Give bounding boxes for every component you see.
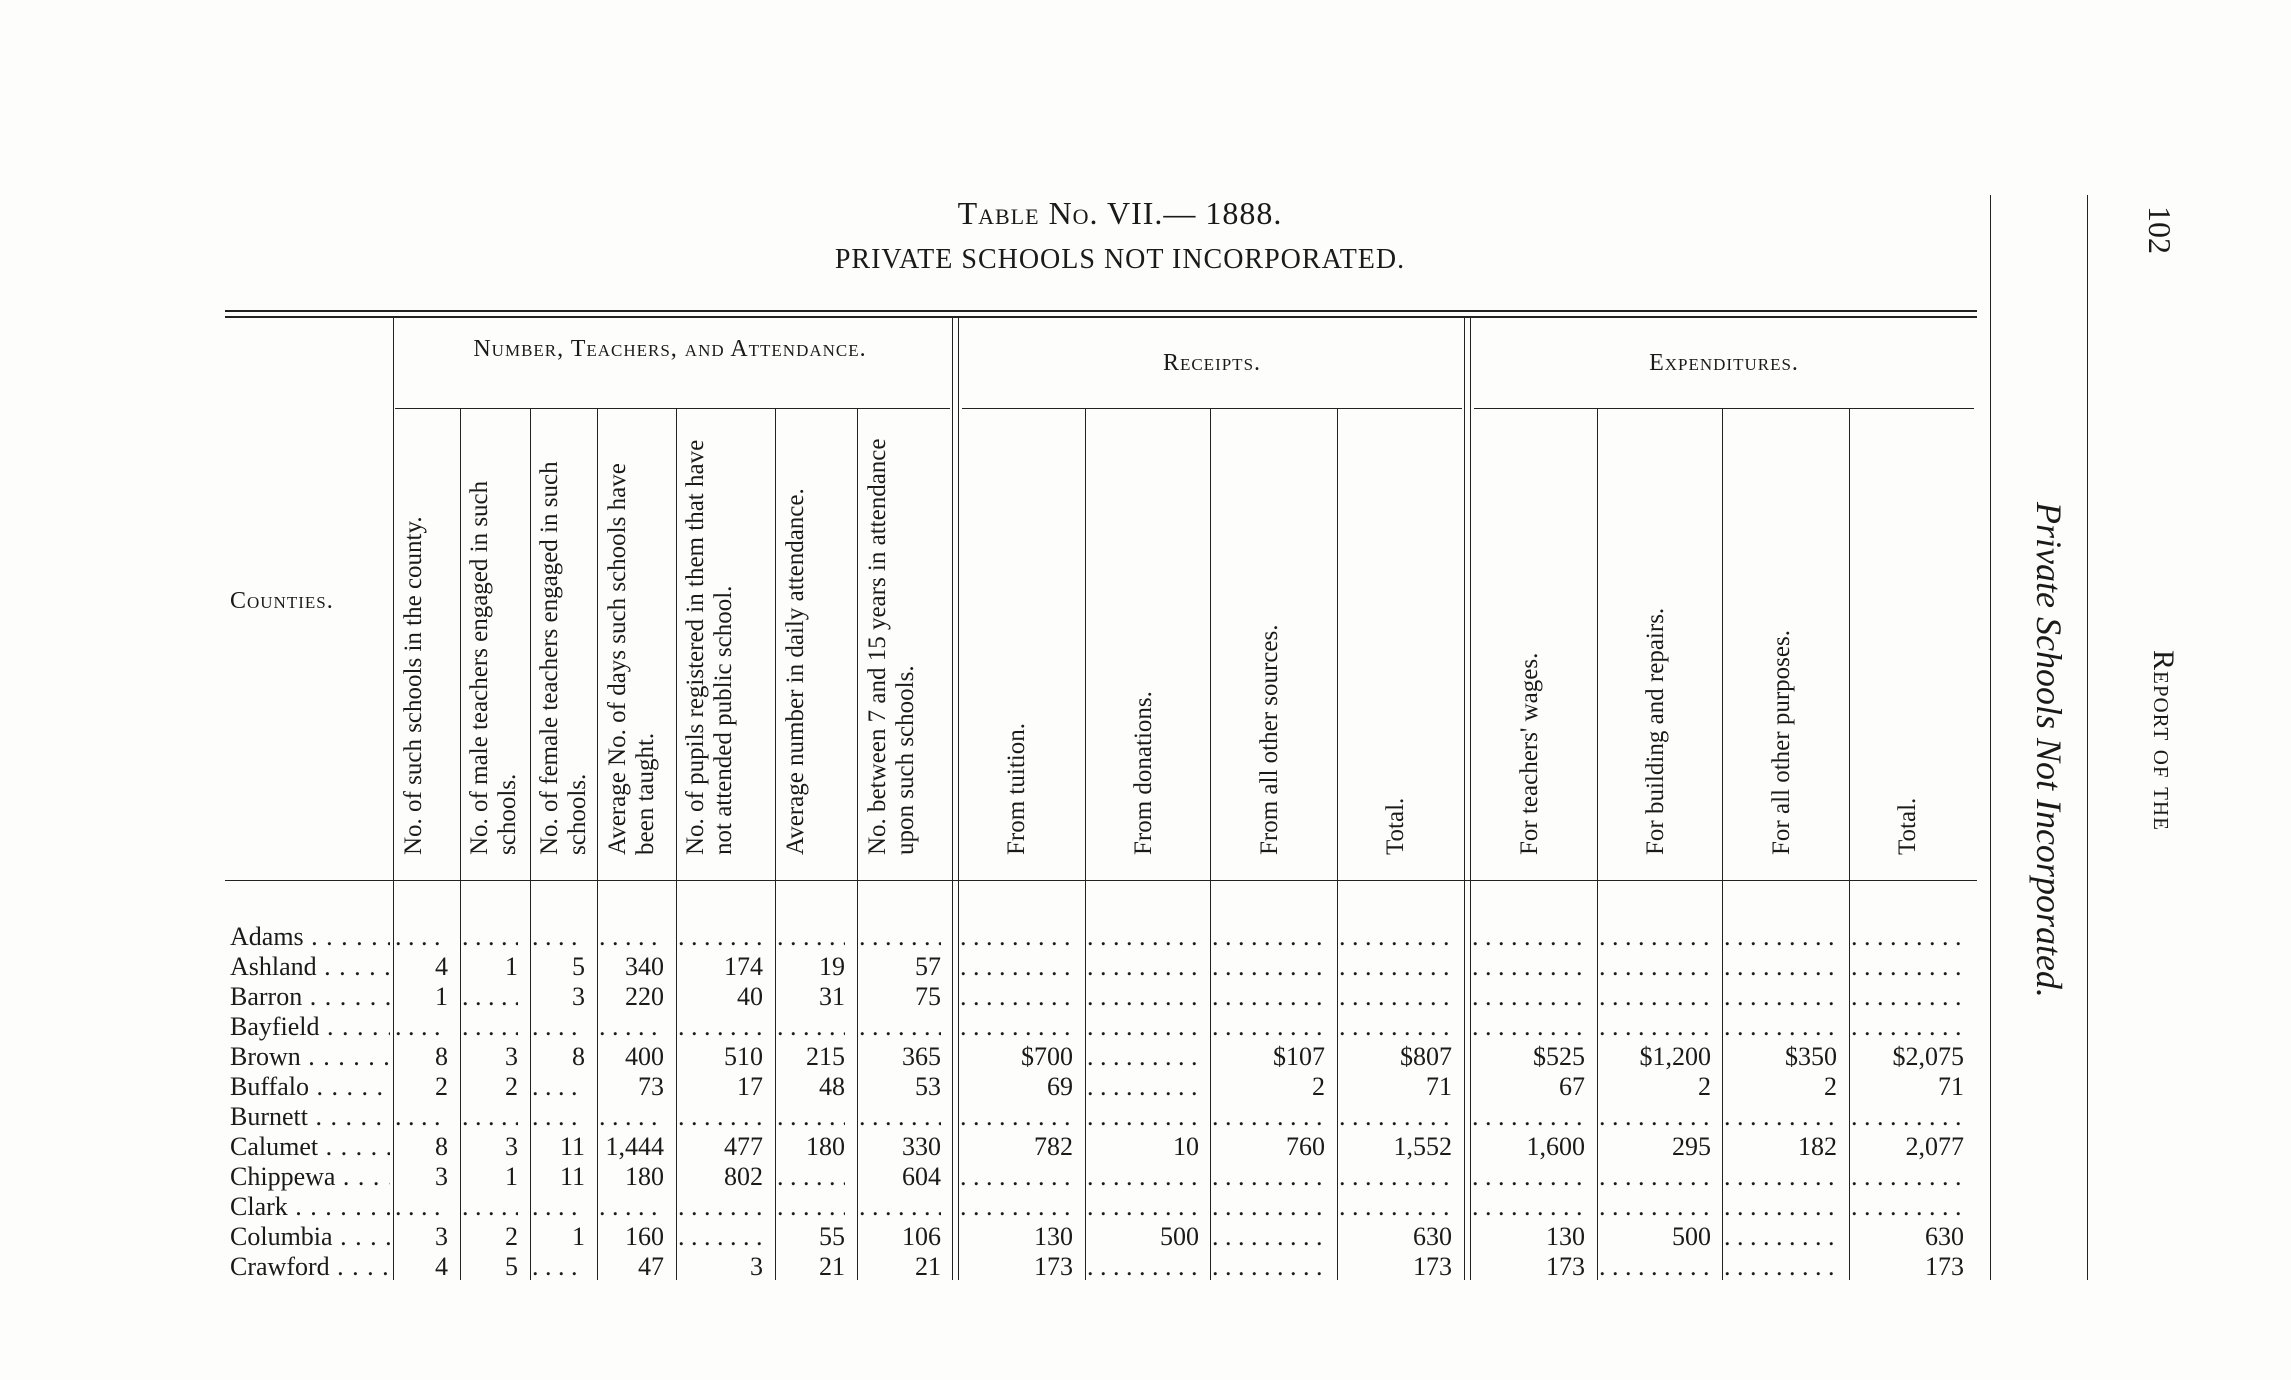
table-cell: 173 [1925,1252,1964,1281]
table-cell [1212,1192,1325,1222]
county-name: Clark . . . [230,1192,390,1222]
table-cell: $107 [1273,1042,1325,1071]
table-cell [532,922,585,952]
table-cell: 106 [902,1222,941,1251]
table-cell: $1,200 [1639,1042,1711,1071]
table-cell: 3 [505,1042,518,1071]
group-rule-attendance [395,408,950,409]
table-cell: 1,444 [605,1132,664,1161]
table-cell: 10 [1173,1132,1199,1161]
table-cell [777,1102,845,1132]
table-cell: 1 [435,982,448,1011]
column-header-female-teachers: No. of female teachers engaged in such schools. [536,461,591,855]
column-header-building-repairs: For building and repairs. [1642,607,1669,855]
table-cell: 802 [724,1162,763,1191]
table-cell: 57 [915,952,941,981]
table-cell: 630 [1925,1222,1964,1251]
table-row [0,1072,2000,1102]
county-name: Calumet . . . [230,1132,390,1162]
group-rule-receipts [962,408,1462,409]
column-header-schools: No. of such schools in the county. [400,516,427,855]
table-cell [1724,1222,1837,1252]
table-cell [532,1012,585,1042]
column-header-receipts-total: Total. [1382,797,1409,855]
table-cell [1087,1162,1199,1192]
table-cell [1724,1012,1837,1042]
table-cell [960,1162,1073,1192]
table-cell [1599,1102,1711,1132]
table-cell [777,922,845,952]
table-cell: 2 [505,1222,518,1251]
table-cell [1472,982,1585,1012]
table-cell: 295 [1672,1132,1711,1161]
county-name: Ashland . . . [230,952,390,982]
table-cell: 3 [435,1162,448,1191]
table-cell [1599,952,1711,982]
table-cell: 5 [572,952,585,981]
table-cell [1339,1192,1452,1222]
table-title-main: VII.— 1888. [1106,195,1283,231]
table-cell [960,952,1073,982]
column-header-avg-attendance: Average number in daily attendance. [782,488,809,855]
table-cell: 500 [1160,1222,1199,1251]
table-cell [599,1012,664,1042]
table-cell [395,1012,448,1042]
page-edge-rule [2087,195,2088,1280]
table-cell [1724,982,1837,1012]
table-row [0,1162,2000,1192]
table-cell [1212,982,1325,1012]
table-row [0,1192,2000,1222]
table-cell: 130 [1034,1222,1073,1251]
table-cell [1212,1162,1325,1192]
table-cell: $525 [1533,1042,1585,1071]
table-cell [960,982,1073,1012]
table-cell: 782 [1034,1132,1073,1161]
table-cell: 4 [435,952,448,981]
table-row [0,1222,2000,1252]
table-cell: 69 [1047,1072,1073,1101]
table-cell [1851,1102,1964,1132]
table-cell: 2 [505,1072,518,1101]
table-cell: 173 [1413,1252,1452,1281]
table-cell: 1 [505,952,518,981]
table-cell [395,1102,448,1132]
table-cell [1087,982,1199,1012]
table-cell: 3 [435,1222,448,1251]
table-cell: 400 [625,1042,664,1071]
table-cell: 604 [902,1162,941,1191]
table-cell [1599,1012,1711,1042]
table-cell: 174 [724,952,763,981]
table-cell [1339,952,1452,982]
table-cell [462,1102,518,1132]
table-cell: 11 [559,1162,585,1191]
table-cell [960,922,1073,952]
top-rule [225,310,1977,312]
table-cell: 31 [819,982,845,1011]
table-cell: 1 [572,1222,585,1251]
table-cell [1472,922,1585,952]
table-row [0,1252,2000,1282]
table-cell [1599,982,1711,1012]
table-cell [1212,952,1325,982]
table-cell [1212,1252,1325,1282]
table-cell: 630 [1413,1222,1452,1251]
county-name: Brown . . . [230,1042,390,1072]
table-cell: 3 [505,1132,518,1161]
header-bottom-rule [225,880,1977,881]
table-cell [777,1162,845,1192]
table-cell [1599,922,1711,952]
table-cell: 3 [572,982,585,1011]
table-cell: 8 [572,1042,585,1071]
table-cell: 48 [819,1072,845,1101]
table-cell: 510 [724,1042,763,1071]
table-row [0,922,2000,952]
table-row [0,982,2000,1012]
table-cell: 71 [1938,1072,1964,1101]
table-cell: 173 [1546,1252,1585,1281]
table-cell [960,1192,1073,1222]
group-rule-expenditures [1474,408,1974,409]
table-row [0,952,2000,982]
table-cell: 11 [559,1132,585,1161]
table-row [0,1132,2000,1162]
table-cell: 71 [1426,1072,1452,1101]
table-title [760,195,1480,232]
table-cell [960,1012,1073,1042]
table-cell: 5 [505,1252,518,1281]
table-cell: 53 [915,1072,941,1101]
table-cell: 330 [902,1132,941,1161]
table-cell [532,1102,585,1132]
table-title-prefix: Table No. [957,195,1099,231]
column-header-other-purposes: For all other purposes. [1768,630,1795,855]
table-cell [395,922,448,952]
table-cell [1339,1162,1452,1192]
column-header-counties: Counties. [230,588,334,614]
county-name: Chippewa . . . [230,1162,390,1192]
table-cell [678,922,763,952]
column-header-avg-days: Average No. of days such schools have been taught. [604,463,659,855]
table-cell [859,922,941,952]
table-cell [1724,1102,1837,1132]
table-cell [1851,1162,1964,1192]
table-cell [1724,922,1837,952]
table-cell: $807 [1400,1042,1452,1071]
table-cell: 40 [737,982,763,1011]
table-cell: 340 [625,952,664,981]
table-cell: $700 [1021,1042,1073,1071]
table-cell: 67 [1559,1072,1585,1101]
column-header-donations: From donations. [1130,691,1157,855]
column-header-other-sources: From all other sources. [1256,624,1283,855]
table-cell [1087,1072,1199,1102]
table-cell [859,1102,941,1132]
table-cell [1851,952,1964,982]
table-cell: 180 [625,1162,664,1191]
table-row [0,1012,2000,1042]
table-cell: 160 [625,1222,664,1251]
table-cell [532,1072,585,1102]
table-cell [532,1252,585,1282]
table-cell [1212,1102,1325,1132]
table-cell: 21 [915,1252,941,1281]
table-cell [777,1192,845,1222]
group-header-attendance: Number, Teachers, and Attendance. [473,336,867,362]
table-cell [1212,1222,1325,1252]
table-cell [599,922,664,952]
group-header-expenditures: Expenditures. [1649,350,1799,376]
table-cell [1472,1162,1585,1192]
table-cell [599,1102,664,1132]
table-cell: 75 [915,982,941,1011]
table-cell [1339,982,1452,1012]
table-cell: 1,552 [1393,1132,1452,1161]
table-cell [1472,1102,1585,1132]
table-cell [462,982,518,1012]
county-name: Crawford . . . [230,1252,390,1282]
table-cell [960,1102,1073,1132]
table-cell [1339,1012,1452,1042]
table-cell: 477 [724,1132,763,1161]
table-cell [678,1192,763,1222]
table-cell [1724,1162,1837,1192]
county-name: Barron . . . [230,982,390,1012]
table-cell: 21 [819,1252,845,1281]
table-cell: 500 [1672,1222,1711,1251]
side-title: Private Schools Not Incorporated. [2029,502,2069,998]
table-cell [462,1012,518,1042]
table-cell [1087,952,1199,982]
table-cell: 17 [737,1072,763,1101]
table-cell [1212,1012,1325,1042]
table-cell: 1 [505,1162,518,1191]
table-cell [1087,1192,1199,1222]
table-cell [1212,922,1325,952]
table-cell: 19 [819,952,845,981]
table-cell [462,1192,518,1222]
table-cell [1851,1012,1964,1042]
table-cell: 73 [638,1072,664,1101]
table-cell [1724,1192,1837,1222]
table-cell [859,1012,941,1042]
table-cell: 173 [1034,1252,1073,1281]
table-cell [1851,1192,1964,1222]
table-cell: 4 [435,1252,448,1281]
table-cell: 220 [625,982,664,1011]
table-cell: 3 [750,1252,763,1281]
table-cell [777,1012,845,1042]
table-cell [1724,1252,1837,1282]
table-cell: 2 [1824,1072,1837,1101]
column-header-tuition: From tuition. [1003,723,1030,855]
county-name: Burnett . . . [230,1102,390,1132]
table-cell [1339,1102,1452,1132]
table-cell [1087,922,1199,952]
table-cell: 2,077 [1905,1132,1964,1161]
table-cell: 8 [435,1042,448,1071]
column-header-male-teachers: No. of male teachers engaged in such schools. [466,480,521,855]
running-head: Report of the [2147,649,2180,831]
county-name: Buffalo . . . [230,1072,390,1102]
table-row [0,1042,2000,1072]
county-name: Columbia . . . [230,1222,390,1252]
table-cell [1472,952,1585,982]
column-header-between-7-15: No. between 7 and 15 years in attendance upon such schools. [864,438,919,855]
county-name: Bayfield . . . [230,1012,390,1042]
table-cell: 365 [902,1042,941,1071]
table-cell [599,1192,664,1222]
column-header-expenditures-total: Total. [1894,797,1921,855]
table-cell [1851,982,1964,1012]
column-header-pupils-registered: No. of pupils registered in them that have not attended public school. [682,439,737,855]
table-subtitle: PRIVATE SCHOOLS NOT INCORPORATED. [834,244,1406,275]
table-cell [532,1192,585,1222]
table-cell [1472,1192,1585,1222]
table-cell: 215 [806,1042,845,1071]
table-cell: 55 [819,1222,845,1251]
group-header-receipts: Receipts. [1162,350,1262,376]
table-cell: 2 [1698,1072,1711,1101]
table-cell [1599,1162,1711,1192]
table-cell: 180 [806,1132,845,1161]
table-cell: $350 [1785,1042,1837,1071]
table-row [0,1102,2000,1132]
table-cell [395,1192,448,1222]
table-cell [1087,1012,1199,1042]
table-cell [1599,1252,1711,1282]
table-cell [1339,922,1452,952]
table-cell: 130 [1546,1222,1585,1251]
table-cell [1599,1192,1711,1222]
table-cell: 2 [1312,1072,1325,1101]
table-cell: 760 [1286,1132,1325,1161]
table-cell: 2 [435,1072,448,1101]
table-cell [1087,1252,1199,1282]
table-cell [678,1012,763,1042]
page-number: 102 [2142,206,2178,254]
table-cell [678,1102,763,1132]
table-cell [678,1222,763,1252]
table-cell [1087,1042,1199,1072]
table-cell [859,1192,941,1222]
table-cell: 47 [638,1252,664,1281]
column-header-teachers-wages: For teachers' wages. [1516,652,1543,855]
table-cell [1087,1102,1199,1132]
table-cell: $2,075 [1892,1042,1964,1071]
table-cell [1472,1012,1585,1042]
table-cell [462,922,518,952]
table-cell: 1,600 [1526,1132,1585,1161]
county-name: Adams . . . [230,922,390,952]
top-rule-second [225,316,1977,318]
table-cell: 8 [435,1132,448,1161]
table-cell: 182 [1798,1132,1837,1161]
table-cell [1851,922,1964,952]
table-cell [1724,952,1837,982]
